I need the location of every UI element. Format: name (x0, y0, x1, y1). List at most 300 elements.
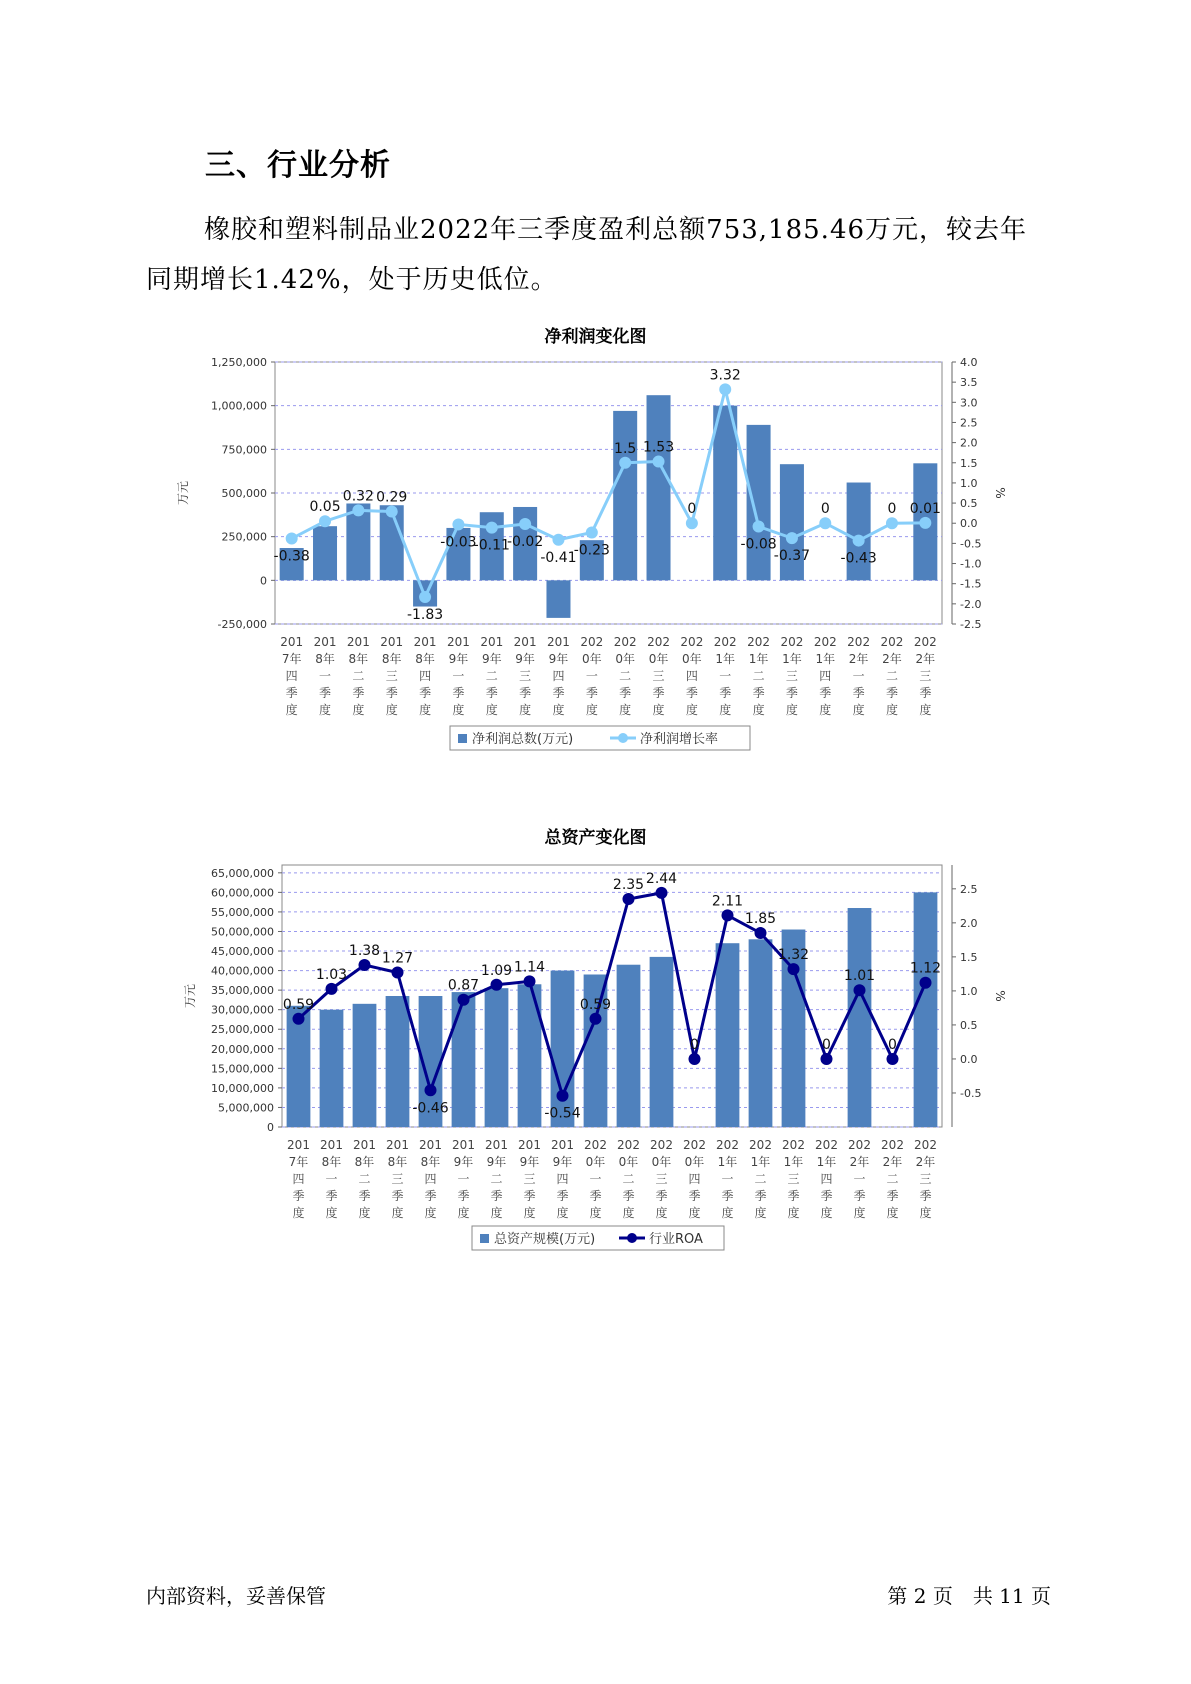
x-tick-label: 202 (913, 635, 937, 649)
left-tick-label: 500,000 (221, 487, 267, 500)
line-point-14 (753, 520, 765, 532)
data-label-0: 0.59 (282, 996, 315, 1013)
x-tick-label: 季 (754, 1189, 767, 1203)
x-tick-label: 三 (787, 1172, 800, 1186)
x-tick-label: 7年 (288, 1155, 309, 1169)
x-tick-label: 0年 (684, 1155, 705, 1169)
data-label-18: 0 (888, 1036, 897, 1053)
footer-page-number: 第 2 页 共 11 页 (887, 1584, 1051, 1608)
line-point-8 (552, 534, 564, 546)
x-tick-label: 度 (652, 703, 665, 717)
data-label-6: 1.09 (480, 962, 513, 979)
x-tick-label: 季 (688, 1189, 701, 1203)
data-label-15: 1.32 (777, 947, 810, 964)
x-tick-label: 202 (782, 1138, 805, 1152)
x-tick-label: 202 (613, 635, 637, 649)
right-tick-label: 2.0 (960, 916, 978, 930)
data-label-16: 0 (820, 501, 830, 518)
x-tick-label: 一 (325, 1172, 338, 1186)
x-tick-label: 四 (285, 669, 298, 683)
x-tick-label: 9年 (486, 1155, 507, 1169)
x-tick-label: 202 (813, 635, 837, 649)
x-tick-label: 三 (919, 1172, 932, 1186)
data-label-10: 1.5 (614, 440, 637, 457)
legend-line-marker (627, 1233, 637, 1243)
x-tick-label: 一 (589, 1172, 602, 1186)
x-tick-label: 1年 (816, 1155, 837, 1169)
right-tick-label: 1.5 (960, 456, 978, 470)
total-assets-chart (0, 850, 1191, 1310)
x-tick-label: 二 (490, 1172, 503, 1186)
x-tick-label: 一 (721, 1172, 734, 1186)
x-tick-label: 202 (650, 1138, 673, 1152)
x-tick-label: 0年 (651, 1155, 672, 1169)
x-tick-label: 202 (747, 635, 771, 649)
net-profit-chart (0, 350, 1191, 810)
x-tick-label: 2年 (849, 1155, 870, 1169)
line-point-17 (854, 984, 866, 996)
x-tick-label: 9年 (519, 1155, 540, 1169)
line-point-10 (623, 893, 635, 905)
x-tick-label: 三 (391, 1172, 404, 1186)
x-tick-label: 度 (585, 703, 598, 717)
bar-14 (747, 425, 771, 580)
x-tick-label: 度 (358, 1206, 371, 1220)
right-tick-label: 3.5 (960, 376, 978, 390)
x-tick-label: 9年 (552, 1155, 573, 1169)
line-point-18 (887, 1053, 899, 1065)
right-axis-label: % (993, 487, 1007, 499)
bar-13 (713, 406, 737, 581)
x-tick-label: 季 (820, 1189, 833, 1203)
bar-11 (650, 957, 674, 1127)
x-tick-label: 8年 (420, 1155, 441, 1169)
data-label-0: -0.38 (273, 548, 310, 565)
line-point-7 (519, 518, 531, 530)
bar-1 (313, 526, 337, 580)
x-tick-label: 四 (424, 1172, 437, 1186)
data-label-14: -0.08 (740, 536, 777, 553)
x-tick-label: 201 (320, 1138, 343, 1152)
bar-8 (551, 971, 575, 1127)
x-tick-label: 度 (754, 1206, 767, 1220)
line-point-15 (788, 963, 800, 975)
left-tick-label: 20,000,000 (211, 1042, 274, 1056)
x-tick-label: 8年 (321, 1155, 342, 1169)
line-point-5 (458, 994, 470, 1006)
x-tick-label: 度 (385, 703, 398, 717)
x-tick-label: 三 (519, 669, 532, 683)
line-point-17 (853, 535, 865, 547)
x-tick-label: 四 (552, 669, 565, 683)
data-label-15: -0.37 (773, 548, 811, 565)
x-tick-label: 四 (685, 669, 698, 683)
x-tick-label: 二 (485, 669, 498, 683)
left-tick-label: 0 (260, 574, 267, 588)
section-title: 三、行业分析 (205, 148, 391, 183)
x-tick-label: 季 (391, 1189, 404, 1203)
x-tick-label: 8年 (315, 652, 335, 666)
x-tick-label: 9年 (453, 1155, 474, 1169)
line-point-16 (819, 517, 831, 529)
x-tick-label: 度 (619, 703, 632, 717)
line-point-10 (619, 457, 631, 469)
x-tick-label: 季 (419, 686, 432, 700)
left-tick-label: 30,000,000 (211, 1003, 274, 1017)
line-point-19 (919, 517, 931, 529)
x-tick-label: 9年 (448, 652, 469, 666)
x-tick-label: 202 (847, 635, 871, 649)
data-label-9: -0.23 (573, 542, 610, 559)
x-tick-label: 201 (280, 635, 304, 649)
x-tick-label: 度 (721, 1206, 734, 1220)
x-tick-label: 季 (787, 1189, 800, 1203)
x-tick-label: 四 (688, 1172, 701, 1186)
x-tick-label: 二 (885, 669, 898, 683)
x-tick-label: 9年 (481, 652, 502, 666)
x-tick-label: 0年 (615, 652, 635, 666)
line-point-14 (755, 927, 767, 939)
data-label-8: -0.41 (540, 549, 577, 566)
x-tick-label: 202 (584, 1138, 607, 1152)
left-tick-label: 35,000,000 (211, 984, 274, 998)
x-tick-label: 三 (652, 669, 665, 683)
x-tick-label: 度 (752, 703, 765, 717)
legend-bar-label: 净利润总数(万元) (472, 732, 574, 747)
x-tick-label: 度 (685, 703, 698, 717)
legend-bar-swatch (458, 734, 467, 743)
legend-bar-swatch (480, 1234, 489, 1243)
x-tick-label: 1年 (715, 652, 736, 666)
x-tick-label: 8年 (387, 1155, 408, 1169)
x-tick-label: 季 (853, 1189, 866, 1203)
x-tick-label: 9年 (548, 652, 569, 666)
left-axis-label: 万元 (183, 983, 197, 1009)
x-tick-label: 三 (523, 1172, 536, 1186)
bar-17 (848, 908, 872, 1127)
x-tick-label: 度 (285, 703, 298, 717)
line-point-5 (452, 518, 464, 530)
x-tick-label: 0年 (582, 652, 602, 666)
data-label-5: 0.87 (447, 977, 480, 994)
right-tick-label: 4.0 (960, 356, 978, 369)
x-tick-label: 201 (386, 1138, 409, 1152)
analysis-paragraph: 橡胶和塑料制品业2022年三季度盈利总额753,185.46万元，较去年同期增长1.42%，处于历史低位。 (146, 215, 1028, 295)
bar-13 (716, 943, 740, 1127)
data-label-4: -0.46 (412, 1100, 449, 1117)
x-tick-label: 四 (820, 1172, 833, 1186)
data-label-11: 2.44 (645, 870, 678, 887)
x-tick-label: 8年 (348, 652, 369, 666)
right-tick-label: 1.0 (960, 476, 978, 490)
x-tick-label: 202 (815, 1138, 838, 1152)
left-tick-label: 1,250,000 (211, 356, 267, 369)
x-tick-label: 202 (580, 635, 604, 649)
x-tick-label: 季 (655, 1189, 668, 1203)
line-point-0 (286, 533, 298, 545)
bar-11 (647, 395, 671, 580)
x-tick-label: 季 (523, 1189, 536, 1203)
x-tick-label: 季 (919, 686, 932, 700)
x-tick-label: 0年 (585, 1155, 606, 1169)
line-point-1 (326, 983, 338, 995)
data-label-9: 0.59 (579, 996, 612, 1013)
x-tick-label: 度 (319, 703, 332, 717)
x-tick-label: 度 (490, 1206, 503, 1220)
data-label-7: 1.14 (513, 959, 546, 976)
x-tick-label: 季 (585, 686, 598, 700)
data-label-17: -0.43 (840, 550, 877, 567)
x-tick-label: 202 (880, 635, 904, 649)
bar-19 (914, 892, 938, 1127)
x-tick-label: 201 (346, 635, 370, 649)
x-tick-label: 一 (452, 669, 465, 683)
x-tick-label: 度 (886, 1206, 899, 1220)
line-point-3 (386, 506, 398, 518)
left-tick-label: -250,000 (217, 618, 267, 631)
x-tick-label: 202 (716, 1138, 739, 1152)
x-tick-label: 四 (556, 1172, 569, 1186)
data-label-19: 0.01 (909, 500, 941, 517)
right-tick-label: -2.0 (960, 597, 982, 611)
line-point-4 (419, 591, 431, 603)
x-tick-label: 季 (719, 686, 732, 700)
x-tick-label: 季 (485, 686, 498, 700)
x-tick-label: 四 (819, 669, 832, 683)
x-tick-label: 201 (413, 635, 437, 649)
line-point-18 (886, 517, 898, 529)
x-tick-label: 1年 (717, 1155, 738, 1169)
left-tick-label: 750,000 (221, 443, 267, 457)
x-tick-label: 二 (358, 1172, 371, 1186)
x-tick-label: 202 (683, 1138, 706, 1152)
x-tick-label: 季 (819, 686, 832, 700)
x-tick-label: 202 (647, 635, 670, 649)
line-point-9 (586, 527, 598, 539)
left-tick-label: 250,000 (221, 530, 267, 544)
x-tick-label: 二 (754, 1172, 767, 1186)
x-tick-label: 度 (820, 1206, 833, 1220)
right-tick-label: 0.0 (960, 1052, 978, 1066)
line-point-16 (821, 1053, 833, 1065)
x-tick-label: 度 (391, 1206, 404, 1220)
right-tick-label: -2.5 (960, 618, 982, 631)
left-tick-label: 5,000,000 (218, 1101, 274, 1115)
x-tick-label: 8年 (381, 652, 402, 666)
legend-line-marker (618, 733, 628, 743)
line-point-15 (786, 532, 798, 544)
x-tick-label: 季 (852, 686, 865, 700)
x-tick-label: 202 (713, 635, 737, 649)
x-tick-label: 季 (452, 686, 465, 700)
line-point-6 (486, 522, 498, 534)
x-tick-label: 季 (886, 1189, 899, 1203)
x-tick-label: 201 (547, 635, 570, 649)
line-point-2 (359, 959, 371, 971)
x-tick-label: 度 (292, 1206, 305, 1220)
x-tick-label: 季 (385, 686, 398, 700)
right-tick-label: 2.5 (960, 882, 978, 896)
x-tick-label: 202 (617, 1138, 640, 1152)
legend-line-label: 行业ROA (649, 1232, 703, 1247)
legend-bar-label: 总资产规模(万元) (494, 1232, 596, 1247)
x-tick-label: 202 (848, 1138, 871, 1152)
right-tick-label: -0.5 (960, 537, 982, 551)
data-label-5: -0.03 (440, 534, 477, 551)
data-label-3: 0.29 (376, 489, 408, 506)
left-tick-label: 10,000,000 (211, 1081, 274, 1095)
x-tick-label: 度 (919, 703, 932, 717)
x-tick-label: 季 (785, 686, 798, 700)
bar-3 (386, 996, 410, 1127)
bar-6 (485, 988, 509, 1127)
line-point-2 (352, 504, 364, 516)
x-tick-label: 一 (853, 1172, 866, 1186)
line-point-11 (656, 887, 668, 899)
right-tick-label: -1.5 (960, 577, 982, 591)
data-label-1: 0.05 (309, 499, 341, 516)
x-tick-label: 度 (852, 703, 865, 717)
data-label-1: 1.03 (315, 966, 348, 983)
data-label-6: -0.11 (473, 537, 510, 554)
data-label-12: 0 (690, 1036, 699, 1053)
line-point-9 (590, 1013, 602, 1025)
left-tick-label: 50,000,000 (211, 925, 274, 939)
x-tick-label: 度 (622, 1206, 635, 1220)
x-tick-label: 季 (685, 686, 698, 700)
line-point-3 (392, 967, 404, 979)
x-tick-label: 201 (485, 1138, 508, 1152)
x-tick-label: 一 (585, 669, 598, 683)
x-tick-label: 0年 (648, 652, 669, 666)
x-tick-label: 9年 (515, 652, 535, 666)
data-label-4: -1.83 (406, 606, 444, 623)
right-tick-label: 1.5 (960, 950, 978, 964)
left-tick-label: 45,000,000 (211, 945, 274, 959)
x-tick-label: 季 (589, 1189, 602, 1203)
x-tick-label: 度 (325, 1206, 338, 1220)
left-tick-label: 25,000,000 (211, 1023, 274, 1037)
bar-10 (613, 411, 637, 580)
line-point-1 (319, 515, 331, 527)
x-tick-label: 202 (680, 635, 704, 649)
left-tick-label: 0 (267, 1121, 274, 1134)
x-tick-label: 201 (551, 1138, 574, 1152)
x-tick-label: 度 (419, 703, 432, 717)
x-tick-label: 201 (313, 635, 337, 649)
x-tick-label: 度 (919, 1206, 932, 1220)
x-tick-label: 201 (446, 635, 470, 649)
x-tick-label: 二 (886, 1172, 899, 1186)
x-tick-label: 201 (287, 1138, 310, 1152)
data-label-2: 0.32 (342, 488, 374, 505)
bar-10 (617, 965, 641, 1127)
bar-5 (452, 992, 476, 1127)
x-tick-label: 季 (519, 686, 532, 700)
bar-14 (749, 939, 773, 1127)
x-tick-label: 季 (352, 686, 365, 700)
line-point-12 (689, 1053, 701, 1065)
x-tick-label: 度 (556, 1206, 569, 1220)
x-tick-label: 二 (619, 669, 632, 683)
left-tick-label: 15,000,000 (211, 1062, 274, 1076)
x-tick-label: 度 (785, 703, 798, 717)
x-tick-label: 201 (518, 1138, 541, 1152)
x-tick-label: 度 (519, 703, 532, 717)
x-tick-label: 季 (285, 686, 298, 700)
x-tick-label: 201 (353, 1138, 376, 1152)
right-tick-label: 2.0 (960, 436, 978, 450)
x-tick-label: 1年 (782, 652, 802, 666)
right-tick-label: -1.0 (960, 557, 982, 571)
x-tick-label: 季 (552, 686, 565, 700)
x-tick-label: 季 (752, 686, 765, 700)
x-tick-label: 季 (457, 1189, 470, 1203)
x-tick-label: 一 (319, 669, 332, 683)
x-tick-label: 季 (919, 1189, 932, 1203)
x-tick-label: 201 (513, 635, 537, 649)
line-point-13 (719, 383, 731, 395)
right-tick-label: 0.0 (960, 517, 978, 531)
x-tick-label: 季 (358, 1189, 371, 1203)
x-tick-label: 季 (721, 1189, 734, 1203)
left-tick-label: 65,000,000 (211, 866, 274, 880)
x-tick-label: 201 (380, 635, 404, 649)
x-tick-label: 度 (457, 1206, 470, 1220)
data-label-18: 0 (887, 501, 897, 518)
data-label-13: 3.32 (709, 367, 741, 384)
x-tick-label: 季 (325, 1189, 338, 1203)
line-point-13 (722, 909, 734, 921)
x-tick-label: 四 (419, 669, 432, 683)
right-tick-label: -0.5 (960, 1086, 982, 1100)
data-label-13: 2.11 (711, 893, 744, 910)
x-tick-label: 三 (655, 1172, 668, 1186)
x-tick-label: 度 (819, 703, 832, 717)
x-tick-label: 季 (622, 1189, 635, 1203)
x-tick-label: 2年 (848, 652, 869, 666)
x-tick-label: 季 (652, 686, 665, 700)
x-tick-label: 201 (480, 635, 504, 649)
x-tick-label: 度 (424, 1206, 437, 1220)
right-tick-label: 0.5 (960, 497, 978, 511)
x-tick-label: 1年 (815, 652, 836, 666)
data-label-8: -0.54 (544, 1105, 581, 1122)
x-tick-label: 三 (785, 669, 798, 683)
x-tick-label: 2年 (915, 652, 936, 666)
x-tick-label: 季 (424, 1189, 437, 1203)
x-tick-label: 度 (523, 1206, 536, 1220)
x-tick-label: 8年 (354, 1155, 375, 1169)
left-tick-label: 1,000,000 (211, 399, 267, 413)
x-tick-label: 2年 (915, 1155, 936, 1169)
line-point-6 (491, 979, 503, 991)
x-tick-label: 202 (881, 1138, 904, 1152)
line-point-7 (524, 975, 536, 987)
x-tick-label: 7年 (281, 652, 302, 666)
x-tick-label: 季 (619, 686, 632, 700)
right-tick-label: 0.5 (960, 1018, 978, 1032)
x-tick-label: 三 (385, 669, 398, 683)
x-tick-label: 度 (688, 1206, 701, 1220)
x-tick-label: 202 (914, 1138, 937, 1152)
x-tick-label: 8年 (415, 652, 435, 666)
x-tick-label: 度 (885, 703, 898, 717)
line-point-8 (557, 1090, 569, 1102)
total-assets-chart-title: 总资产变化图 (544, 828, 647, 848)
x-tick-label: 0年 (682, 652, 702, 666)
data-label-19: 1.12 (909, 960, 942, 977)
